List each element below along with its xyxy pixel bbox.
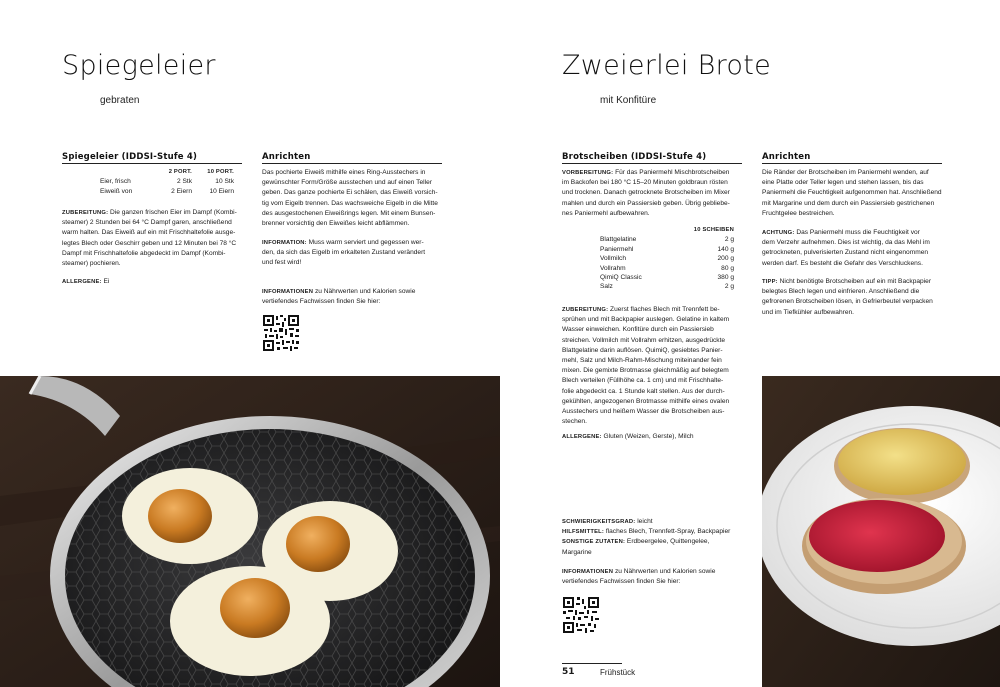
right-anrichten-heading: Anrichten [762,152,811,162]
text-line: und im Tiefkühler aufbewahren. [762,308,854,316]
text-line: belegtes Blech legen und einfrieren. Anschließend die [762,288,920,296]
right-allergene [562,432,694,442]
text-line: Paniermehl die Feuchtigkeit aufgenommen hat. Anschließend [762,189,942,197]
left-information [262,238,452,269]
right-page-subtitle: mit Konfitüre [600,95,657,106]
table-row [600,235,734,244]
ingredient-amount-10: 10 Stk [215,178,234,186]
text-line: mehl, Salz und Milch-Rahm-Mischung miteinander fein [562,357,722,365]
table-row [100,177,234,186]
right-zubereitung [562,305,752,427]
page-number: 51 [562,667,575,677]
left-anrichten-heading: Anrichten [262,152,311,162]
allergene-label: ALLERGENE: [562,434,602,440]
portion-header-2: 2 PORT. [168,169,192,175]
text-line: Für das Paniermehl Mischbrotscheiben [613,169,730,176]
ingredient-name: Vollrahm [600,264,626,272]
ingredient-name: Blattgelatine [600,236,637,244]
table-row [600,245,734,254]
text-line: sprühen und mit Backpapier auslegen. Gelatine in kaltem [562,316,730,324]
right-vorbereitung [562,168,752,219]
ingredient-amount: 200 g [717,255,734,263]
qr-code-icon[interactable] [262,314,300,352]
sonstige-value: Erdbeergelee, Quittengelee, [625,538,710,546]
text-line: streichen. Vollmilch mit Vollrahm erhitzen, ausgedrückte [562,336,726,344]
fried-eggs-photo [0,376,500,687]
text-line: im Backofen bei 180 °C 15–20 Minuten goldbraun rösten [562,179,728,187]
right-anrichten-text [762,168,962,219]
ingredient-name: QimiQ Classic [600,274,642,282]
text-line: eine Platte oder Teller legen und stehen lassen, bis das [762,179,924,187]
ingredient-amount: 2 g [724,236,734,244]
ingredient-amount: 140 g [717,245,734,253]
left-zubereitung [62,208,252,269]
text-line: gewünschter Form/Größe ausstechen und auf einen Teller [262,179,432,187]
left-page-subtitle: gebraten [100,95,140,106]
text-line: Blattgelatine darin auflösen. QuimiQ, gesiebtes Panier- [562,346,723,354]
portion-header-10: 10 PORT. [207,169,234,175]
informationen-label: INFORMATIONEN [562,569,614,575]
bread-slices-photo [762,376,1000,687]
zubereitung-label: ZUBEREITUNG: [562,307,609,313]
text-line: gekühlten, angezogenen Brotmasse mithilfe eines ovalen [562,397,730,405]
footer-rule [562,663,622,664]
schwierigkeit-label: SCHWIERIGKEITSGRAD: [562,519,636,525]
allergene-value: Ei [101,278,110,285]
text-line: des ausgestochenen Eiweißrings legen. Mit einem Bunsen- [262,209,436,217]
left-recipe-rule [62,163,242,164]
hilfsmittel-label: HILFSMITTEL: [562,529,605,536]
text-line: Die ganzen frischen Eier im Dampf (Kombi- [108,209,237,216]
ingredient-amount: 80 g [721,264,734,272]
text-line: folie abgedeckt ca. 1 Stunde kalt stellen. Aus der durch- [562,387,725,395]
left-recipe-heading: Spiegeleier (IDDSI-Stufe 4) [62,152,198,162]
text-line: Nicht benötigte Brotscheiben auf ein mit Backpapier [777,278,932,285]
left-informationen [262,287,452,307]
right-recipe-heading: Brotscheiben (IDDSI-Stufe 4) [562,152,707,162]
text-line: stechen. [562,418,587,426]
text-line: getrockneten, pulverisierten Zustand nicht eingenommen [762,249,929,257]
text-line: Ausstechers und heißem Wasser die Brotscheiben aus- [562,408,725,416]
right-meta [562,517,752,558]
text-line: Muss warm serviert und gegessen wer- [306,239,424,246]
ingredient-amount-2: 2 Stk [176,178,192,186]
text-line: Dampf mit Frischhaltefolie abgedeckt im Dampf (Kombi- [62,249,226,257]
right-achtung [762,228,962,269]
table-row [600,264,734,273]
allergene-value: Gluten (Weizen, Gerste), Milch [601,433,694,440]
ingredient-name: Salz [600,283,613,291]
text-line: Das pochierte Eiweiß mithilfe eines Ring-Ausstechers in [262,169,426,176]
text-line: gefrorenen Brotscheiben lösen, in Gefrierbeutel verpacken [762,298,933,306]
left-allergene [62,277,109,287]
text-line: und fest wird! [262,259,302,267]
ingredient-name: Vollmilch [600,255,627,263]
ingredient-name: Paniermehl [600,245,634,253]
text-line: Wasser einweichen. Konfitüre durch ein Passiersieb [562,326,714,334]
qr-code-icon[interactable] [562,596,600,634]
text-line: Die Ränder der Brotscheiben im Paniermehl wenden, auf [762,169,929,176]
text-line: zu Nährwerten und Kalorien sowie [313,288,416,295]
text-line: steamer) 2 Stunden bei 64 °C Dampf garen, anschließend [62,219,232,227]
text-line: steamer) pochieren. [62,260,121,268]
text-line: den, da sich das Eigelb im erkalteten Zustand verändert [262,249,426,257]
text-line: zu Nährwerten und Kalorien sowie [613,568,716,575]
left-ingredients-table [100,168,234,196]
right-anrichten-rule [762,163,942,164]
left-anrichten-rule [262,163,442,164]
schwierigkeit-value: leicht [635,518,653,525]
text-line: mixen. Die gemixte Brotmasse gleichmäßig auf belegtem [562,367,729,375]
right-tipp [762,277,962,318]
text-line: nes Paniermehl aufbewahren. [562,209,650,217]
text-line: tig vom Eigelb trennen. Das wachsweiche Eigelb in die Mitte [262,199,438,207]
text-line: mit Margarine und dem durch ein Passiersieb gestrichenen [762,199,935,207]
text-line: werden darf. Es besteht die Gefahr des Verschluckens. [762,259,923,267]
portion-header: 10 SCHEIBEN [693,227,734,233]
table-row [100,187,234,196]
text-line: warm halten. Das Eiweiß auf ein mit Frischhaltefolie ausge- [62,229,236,237]
text-line: Blech verteilen (Füllhöhe ca. 1 cm) und mit Frischhalte- [562,377,724,385]
text-line: geben. Das ganze pochierte Ei schälen, das Eiweiß vorsich- [262,189,438,197]
right-ingredients-table [600,226,734,292]
zubereitung-label: ZUBEREITUNG: [62,210,109,216]
left-page-title: Spiegeleier [62,50,216,81]
text-line: vertiefendes Fachwissen finden Sie hier: [562,578,681,586]
ingredient-name: Eier, frisch [100,178,131,186]
right-page-title: Zweierlei Brote [562,50,772,81]
text-line: mahlen und durch ein Passiersieb geben. Übrig gebliebe- [562,199,730,207]
text-line: brenner vorsichtig den Eiweißes leicht abflämmen. [262,220,410,228]
table-row [600,282,734,291]
allergene-label: ALLERGENE: [62,279,102,285]
text-line: Fruchtgelee bestreichen. [762,209,835,217]
vorbereitung-label: VORBEREITUNG: [562,170,614,176]
text-line: dem Verzehr aufnehmen. Dies ist wichtig, da das Mehl im [762,239,930,247]
text-line: Das Paniermehl muss die Feuchtigkeit vor [794,229,920,236]
ingredient-amount: 2 g [724,283,734,291]
right-informationen [562,567,752,587]
section-label: Frühstück [600,668,636,677]
text-line: Margarine [562,548,592,556]
informationen-label: INFORMATIONEN [262,289,314,295]
left-anrichten-text [262,168,452,229]
text-line: Zuerst flaches Blech mit Trennfett be- [608,306,720,313]
right-recipe-rule [562,163,742,164]
ingredient-amount-10: 10 Eiern [209,187,234,195]
achtung-label: ACHTUNG: [762,230,795,236]
text-line: vertiefendes Fachwissen finden Sie hier: [262,298,381,306]
sonstige-label: SONSTIGE ZUTATEN: [562,539,626,546]
hilfsmittel-value: flaches Blech, Trennfett-Spray, Backpapier [604,528,731,536]
ingredient-amount-2: 2 Eiern [171,187,192,195]
text-line: legtes Blech oder Geschirr geben und 12 Minuten bei 78 °C [62,239,237,247]
table-row [600,273,734,282]
ingredient-name: Eiweiß von [100,187,133,195]
table-row [600,254,734,263]
text-line: und trocknen. Danach getrocknete Brotscheiben im Mixer [562,189,730,197]
ingredient-amount: 380 g [717,274,734,282]
information-label: INFORMATION: [262,240,307,246]
tipp-label: TIPP: [762,279,778,285]
